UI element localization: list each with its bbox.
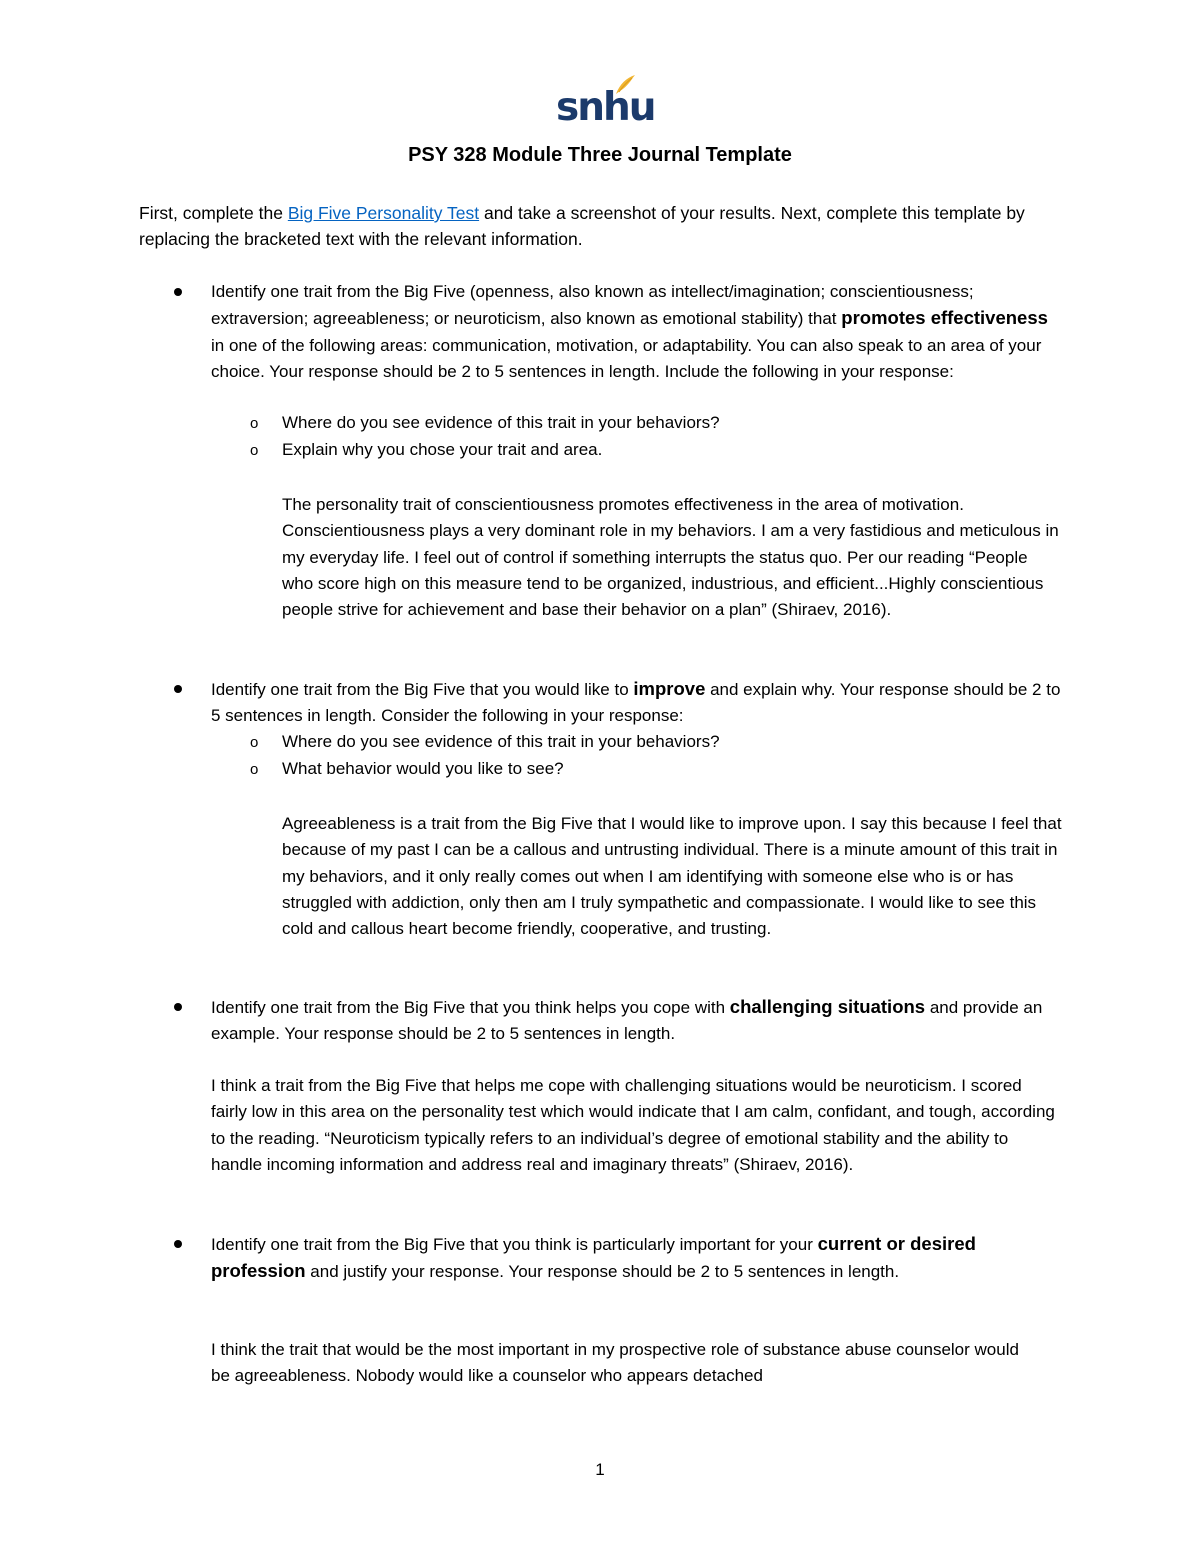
section-4-response: I think the trait that would be the most important in my prospective role of substance abuse counselor would be agreeableness. Nobody would like a counselor who appears detached	[211, 1340, 1019, 1386]
sub-bullet-icon: o	[250, 761, 259, 778]
section-2-response: Agreeableness is a trait from the Big Five that I would like to improve upon. I say this because I feel that because of my past I can be a callous and untrusting individual. There is a minute amount of this trait in my behaviors, and it only really comes out when I am identifying with someone else who is or has struggled with addiction, only then am I truly sympathetic and compassionate. I would like to see this cold and callous heart become friendly, cooperative, and trusting.	[282, 814, 1062, 939]
section-1-subitem-1: Where do you see evidence of this trait in your behaviors?	[282, 413, 720, 432]
document-title: PSY 328 Module Three Journal Template	[408, 144, 792, 166]
bullet-icon	[174, 1240, 182, 1248]
section-1-response: The personality trait of conscientiousness promotes effectiveness in the area of motivation. Conscientiousness plays a very dominant role in my behaviors. I am a very fastidious and meticulous in my everyday life. I feel out of control if something interrupts the status quo. Per our reading “People who score high on this measure tend to be organized, industrious, and efficient...Highly conscientious people strive for achievement and base their behavior on a plan” (Shiraev, 2016).	[282, 495, 1059, 620]
sub-bullet-icon: o	[250, 442, 259, 459]
sub-bullet-icon: o	[250, 734, 259, 751]
sub-bullet-icon: o	[250, 415, 259, 432]
section-3-response: I think a trait from the Big Five that helps me cope with challenging situations would be neuroticism. I scored fairly low in this area on the personality test which would indicate that I am calm, confidant, and tough, according to the reading. “Neuroticism typically refers to an individual’s degree of emotional stability and the ability to handle incoming information and address real and imaginary threats” (Shiraev, 2016).	[211, 1076, 1055, 1174]
emphasis: current or desired profession	[211, 1233, 976, 1282]
section-2-subitem-1: Where do you see evidence of this trait in your behaviors?	[282, 732, 720, 751]
intro-text-after: and take a screenshot of your results. Next, complete this template by replacing the bracketed text with the relevant information.	[139, 203, 1025, 250]
section-1-subitem-2: Explain why you chose your trait and area.	[282, 440, 603, 459]
section-2-subitem-2: What behavior would you like to see?	[282, 759, 564, 778]
emphasis: promotes effectiveness	[841, 307, 1048, 329]
page-number: 1	[595, 1460, 605, 1479]
section-1-prompt: Identify one trait from the Big Five (openness, also known as intellect/imagination; conscientiousness; extraversion; agreeableness; or neuroticism, also known as emotional stability) that promotes effectiveness in one of the following areas: communication, motivation, or adaptability. You can also speak to an area of your choice. Your response should be 2 to 5 sentences in length. Include the following in your response:	[211, 282, 1048, 381]
section-2-prompt: Identify one trait from the Big Five that you would like to improve and explain why. Your response should be 2 to 5 sentences in length. Consider the following in your response:	[211, 678, 1061, 726]
section-3-prompt: Identify one trait from the Big Five that you think helps you cope with challenging situations and provide an example. Your response should be 2 to 5 sentences in length.	[211, 996, 1043, 1044]
bullet-icon	[174, 685, 182, 693]
emphasis: improve	[633, 678, 706, 699]
logo-wordmark: snhu	[556, 85, 655, 130]
bullet-icon	[174, 1003, 182, 1011]
emphasis: challenging situations	[729, 996, 926, 1017]
big-five-test-link[interactable]: Big Five Personality Test	[287, 203, 480, 223]
snhu-logo	[556, 74, 655, 132]
bullet-icon	[174, 288, 182, 296]
intro-paragraph	[139, 200, 1069, 253]
intro-text-before: First, complete the	[139, 203, 288, 223]
section-4-prompt: Identify one trait from the Big Five that you think is particularly important for your current or desired profession and justify your response. Your response should be 2 to 5 sentences in length.	[211, 1233, 976, 1282]
